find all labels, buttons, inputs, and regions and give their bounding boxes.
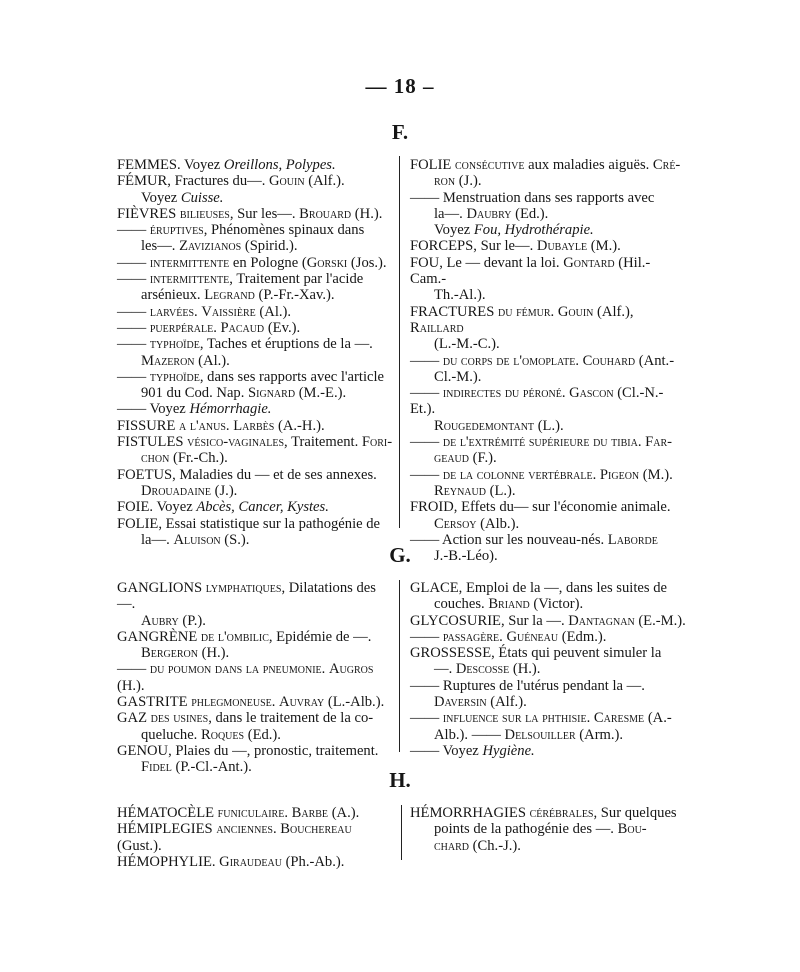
index-entry-line: —— Menstruation dans ses rapports avec xyxy=(410,189,655,206)
small-caps-text: phlegmoneuse xyxy=(191,694,272,711)
index-entry-line: GROSSESSE, États qui peuvent simuler la xyxy=(410,645,662,662)
italic-text: Abcès, Cancer, Kystes. xyxy=(196,499,329,516)
small-caps-text: typhoïde xyxy=(149,336,200,353)
small-caps-text: de la colonne vertébrale xyxy=(442,466,593,483)
index-entry-line: Reynaud (L.). xyxy=(434,482,516,499)
index-entry-line: —— Ruptures de l'utérus pendant la —. xyxy=(410,677,645,694)
column-divider xyxy=(401,805,402,860)
small-caps-text: intermittente xyxy=(149,271,230,288)
italic-text: Oreillons, Polypes. xyxy=(223,157,336,173)
small-caps-text: Signard xyxy=(248,385,296,402)
small-caps-text: du fémur xyxy=(498,303,551,320)
index-entry-line: Cersoy (Alb.). xyxy=(434,515,520,532)
small-caps-text: Barbe xyxy=(291,805,329,821)
small-caps-text: vésico-vaginales xyxy=(187,434,285,451)
index-entry-line: —— passagère. Guéneau (Edm.). xyxy=(410,628,607,645)
small-caps-text: du corps de l'omoplate xyxy=(442,352,576,369)
small-caps-text: de l'ombilic xyxy=(200,628,269,645)
index-entry-line: —— du poumon dans la pneumonie. Augros (H.). xyxy=(117,661,374,694)
small-caps-text: Fori- xyxy=(361,434,393,451)
small-caps-text: Laborde xyxy=(607,531,658,548)
small-caps-text: Roques xyxy=(200,726,245,743)
section-g-left-column xyxy=(117,580,393,776)
section-h-left-column xyxy=(117,805,397,870)
small-caps-text: Caresme xyxy=(593,710,645,727)
index-entry-line: 901 du Cod. Nap. Signard (M.-E.). xyxy=(141,385,347,402)
index-entry-line: FROID, Effets du— sur l'économie animale. xyxy=(410,499,671,516)
italic-text: Fou, Hydrothérapie. xyxy=(473,222,594,239)
small-caps-text: Delsouiller xyxy=(504,726,576,743)
index-entry-line: la—. Aluison (S.). xyxy=(141,531,250,548)
index-entry-line: FISSURE a l'anus. Larbès (A.-H.). xyxy=(117,417,325,434)
small-caps-text: Zavizianos xyxy=(179,238,242,255)
small-caps-text: Bergeron xyxy=(141,645,198,662)
small-caps-text: passagère xyxy=(442,628,500,645)
small-caps-text: influence sur la phthisie xyxy=(442,710,587,727)
small-caps-text: anciennes xyxy=(216,821,273,838)
index-entry-line: Daversin (Alf.). xyxy=(434,694,527,711)
small-caps-text: Vaissière xyxy=(201,303,256,320)
index-entry-line: FOLIE, Essai statistique sur la pathogénie de xyxy=(117,515,381,532)
index-entry-line: geaud (F.). xyxy=(434,450,497,467)
index-entry-line: Mazeron (Al.). xyxy=(141,352,230,369)
section-letter-h: H. xyxy=(389,768,411,792)
index-entry-line: GANGLIONS lymphatiques, Dilatations des—. xyxy=(117,580,376,613)
index-entry-line: —— Voyez Hémorrhagie. xyxy=(117,401,272,418)
index-entry-line: chard (Ch.-J.). xyxy=(434,837,521,854)
index-entry-line: —— indirectes du péroné. Gascon (Cl.-N.-Et.). xyxy=(410,385,664,418)
small-caps-text: Aubry xyxy=(141,612,179,629)
index-entry-line: Voyez Cuisse. xyxy=(141,189,224,206)
index-entry-line: FORCEPS, Sur le—. Dubayle (M.). xyxy=(410,238,621,255)
index-entry-line: couches. Briand (Victor). xyxy=(434,596,584,613)
small-caps-text: Dubayle xyxy=(536,238,588,255)
index-entry-line: FIÈVRES bilieuses, Sur les—. Brouard (H.). xyxy=(117,205,383,222)
small-caps-text: Descosse xyxy=(455,661,510,678)
index-entry-line: arsénieux. Legrand (P.-Fr.-Xav.). xyxy=(141,287,335,304)
small-caps-text: Couhard xyxy=(582,352,636,369)
small-caps-text: Rougedemontant xyxy=(434,417,535,434)
small-caps-text: indirectes du péroné xyxy=(442,385,562,402)
small-caps-text: a l'anus xyxy=(179,417,226,434)
small-caps-text: lymphatiques xyxy=(205,580,282,596)
small-caps-text: Briand xyxy=(488,596,530,613)
index-entry-line: FISTULES vésico-vaginales, Traitement. Fori- xyxy=(117,434,393,451)
small-caps-text: Bouchereau xyxy=(280,821,352,838)
small-caps-text: Bou- xyxy=(617,821,647,838)
italic-text: Hémorrhagie. xyxy=(189,401,272,418)
small-caps-text: Pacaud xyxy=(220,319,265,336)
small-caps-text: Dantagnan xyxy=(568,612,635,629)
small-caps-text: Guéneau xyxy=(506,628,559,645)
small-caps-text: de l'extrémité supérieure du tibia xyxy=(442,434,638,451)
index-entry-line: Voyez Fou, Hydrothérapie. xyxy=(434,222,594,239)
section-h-right-column xyxy=(410,805,686,854)
column-divider xyxy=(399,156,400,528)
index-entry-line: FRACTURES du fémur. Gouin (Alf.), Raillard xyxy=(410,303,634,336)
small-caps-text: consécutive xyxy=(455,157,525,173)
section-g-right-column xyxy=(410,580,686,759)
small-caps-text: Drouadaine xyxy=(141,482,211,499)
index-entry-line: Rougedemontant (L.). xyxy=(434,417,564,434)
index-entry-line: HÉMOPHYLIE. Giraudeau (Ph.-Ab.). xyxy=(117,853,345,870)
small-caps-text: Cré- xyxy=(652,157,681,173)
small-caps-text: Fidel xyxy=(141,759,172,776)
small-caps-text: geaud xyxy=(434,450,469,467)
index-entry-line: Cl.-M.). xyxy=(434,368,482,385)
index-entry-line: FÉMUR, Fractures du—. Gouin (Alf.). xyxy=(117,173,345,190)
index-entry-line: —— du corps de l'omoplate. Couhard (Ant.- xyxy=(410,352,675,369)
small-caps-text: Gorski xyxy=(306,254,348,271)
index-entry-line: queluche. Roques (Ed.). xyxy=(141,726,281,743)
index-entry-line: HÉMIPLEGIES anciennes. Bouchereau (Gust.). xyxy=(117,821,352,854)
index-entry-line: FOIE. Voyez Abcès, Cancer, Kystes. xyxy=(117,499,329,516)
small-caps-text: Gouin xyxy=(269,173,305,190)
small-caps-text: Gouin xyxy=(557,303,594,320)
small-caps-text: chard xyxy=(434,837,470,854)
index-entry-line: —— typhoïde, Taches et éruptions de la —. xyxy=(117,336,373,353)
small-caps-text: Gascon xyxy=(569,385,614,402)
index-entry-line: (L.-M.-C.). xyxy=(434,336,500,353)
index-entry-line: GLACE, Emploi de la —, dans les suites de xyxy=(410,580,667,596)
index-entry-line: chon (Fr.-Ch.). xyxy=(141,450,228,467)
small-caps-text: Aluison xyxy=(173,531,221,548)
index-entry-line: —— puerpérale. Pacaud (Ev.). xyxy=(117,319,301,336)
small-caps-text: Brouard xyxy=(299,205,352,222)
small-caps-text: du poumon dans la pneumonie xyxy=(149,661,322,678)
small-caps-text: ron xyxy=(434,173,456,190)
small-caps-text: Far- xyxy=(645,434,672,451)
index-entry-line: Aubry (P.). xyxy=(141,612,206,629)
index-entry-line: HÉMATOCÈLE funiculaire. Barbe (A.). xyxy=(117,805,360,821)
section-f-right-column xyxy=(410,157,686,564)
index-entry-line: GENOU, Plaies du —, pronostic, traitement. xyxy=(117,742,379,759)
index-entry-line: —— typhoïde, dans ses rapports avec l'article xyxy=(117,368,385,385)
index-entry-line: —— intermittente en Pologne (Gorski (Jos.). xyxy=(117,254,387,271)
index-entry-line: GLYCOSURIE, Sur la —. Dantagnan (E.-M.). xyxy=(410,612,686,629)
small-caps-text: Pigeon xyxy=(599,466,640,483)
index-entry-line: ron (J.). xyxy=(434,173,482,190)
section-f-left-column xyxy=(117,157,393,548)
small-caps-text: Daubry xyxy=(466,205,512,222)
small-caps-text: Daversin xyxy=(434,694,487,711)
italic-text: Hygiène. xyxy=(482,742,535,759)
italic-text: Cuisse. xyxy=(180,189,224,206)
index-entry-line: Drouadaine (J.). xyxy=(141,482,238,499)
index-entry-line: —— intermittente, Traitement par l'acide xyxy=(117,271,364,288)
index-entry-line: FOLIE consécutive aux maladies aiguës. Cré- xyxy=(410,157,681,173)
small-caps-text: larvées xyxy=(149,303,195,320)
index-entry-line: FOETUS, Maladies du — et de ses annexes. xyxy=(117,466,377,483)
small-caps-text: funiculaire xyxy=(217,805,285,821)
index-entry-line: —. Descosse (H.). xyxy=(434,661,541,678)
index-entry-line: Bergeron (H.). xyxy=(141,645,230,662)
index-entry-line: FEMMES. Voyez Oreillons, Polypes. xyxy=(117,157,336,173)
page-number: — 18 – xyxy=(365,74,435,98)
small-caps-text: cérébrales xyxy=(529,805,594,821)
small-caps-text: Giraudeau xyxy=(219,853,282,870)
index-entry-line: J.-B.-Léo). xyxy=(434,548,498,565)
section-letter-f: F. xyxy=(391,120,409,144)
small-caps-text: Augros xyxy=(328,661,374,678)
index-entry-line: FOU, Le — devant la loi. Gontard (Hil.-Cam.- xyxy=(410,254,651,288)
index-entry-line: Fidel (P.-Cl.-Ant.). xyxy=(141,759,252,776)
small-caps-text: typhoïde xyxy=(149,368,200,385)
index-entry-line: —— Voyez Hygiène. xyxy=(410,742,535,759)
index-entry-line: GAZ des usines, dans le traitement de la co- xyxy=(117,710,374,727)
small-caps-text: chon xyxy=(141,450,170,467)
index-entry-line: —— Action sur les nouveau-nés. Laborde xyxy=(410,531,658,548)
index-entry-line: —— de la colonne vertébrale. Pigeon (M.). xyxy=(410,466,673,483)
index-entry-line: GASTRITE phlegmoneuse. Auvray (L.-Alb.). xyxy=(117,694,385,711)
index-entry-line: —— larvées. Vaissière (Al.). xyxy=(117,303,292,320)
index-entry-line: la—. Daubry (Ed.). xyxy=(434,205,549,222)
index-entry-line: GANGRÈNE de l'ombilic, Epidémie de —. xyxy=(117,628,372,645)
index-entry-line: Alb.). —— Delsouiller (Arm.). xyxy=(434,726,624,743)
small-caps-text: éruptives xyxy=(149,222,204,239)
small-caps-text: Mazeron xyxy=(141,352,195,369)
index-entry-line: HÉMORRHAGIES cérébrales, Sur quelques xyxy=(410,805,677,821)
small-caps-text: puerpérale xyxy=(149,319,214,336)
index-entry-line: les—. Zavizianos (Spirid.). xyxy=(141,238,298,255)
small-caps-text: Raillard xyxy=(410,319,464,336)
index-entry-line: —— influence sur la phthisie. Caresme (A.- xyxy=(410,710,672,727)
small-caps-text: des usines xyxy=(150,710,209,727)
small-caps-text: Gontard xyxy=(563,254,615,271)
index-entry-line: —— de l'extrémité supérieure du tibia. Far- xyxy=(410,434,672,451)
column-divider xyxy=(399,580,400,752)
index-entry-line: —— éruptives, Phénomènes spinaux dans xyxy=(117,222,365,239)
small-caps-text: Auvray xyxy=(279,694,325,711)
small-caps-text: Cersoy xyxy=(434,515,477,532)
small-caps-text: bilieuses xyxy=(179,205,230,222)
small-caps-text: Reynaud xyxy=(434,482,486,499)
index-entry-line: points de la pathogénie des —. Bou- xyxy=(434,821,647,838)
section-letter-g: G. xyxy=(389,543,411,567)
small-caps-text: intermittente xyxy=(149,254,230,271)
small-caps-text: Legrand xyxy=(204,287,255,304)
index-entry-line: Th.-Al.). xyxy=(434,287,486,304)
small-caps-text: Larbès xyxy=(233,417,275,434)
